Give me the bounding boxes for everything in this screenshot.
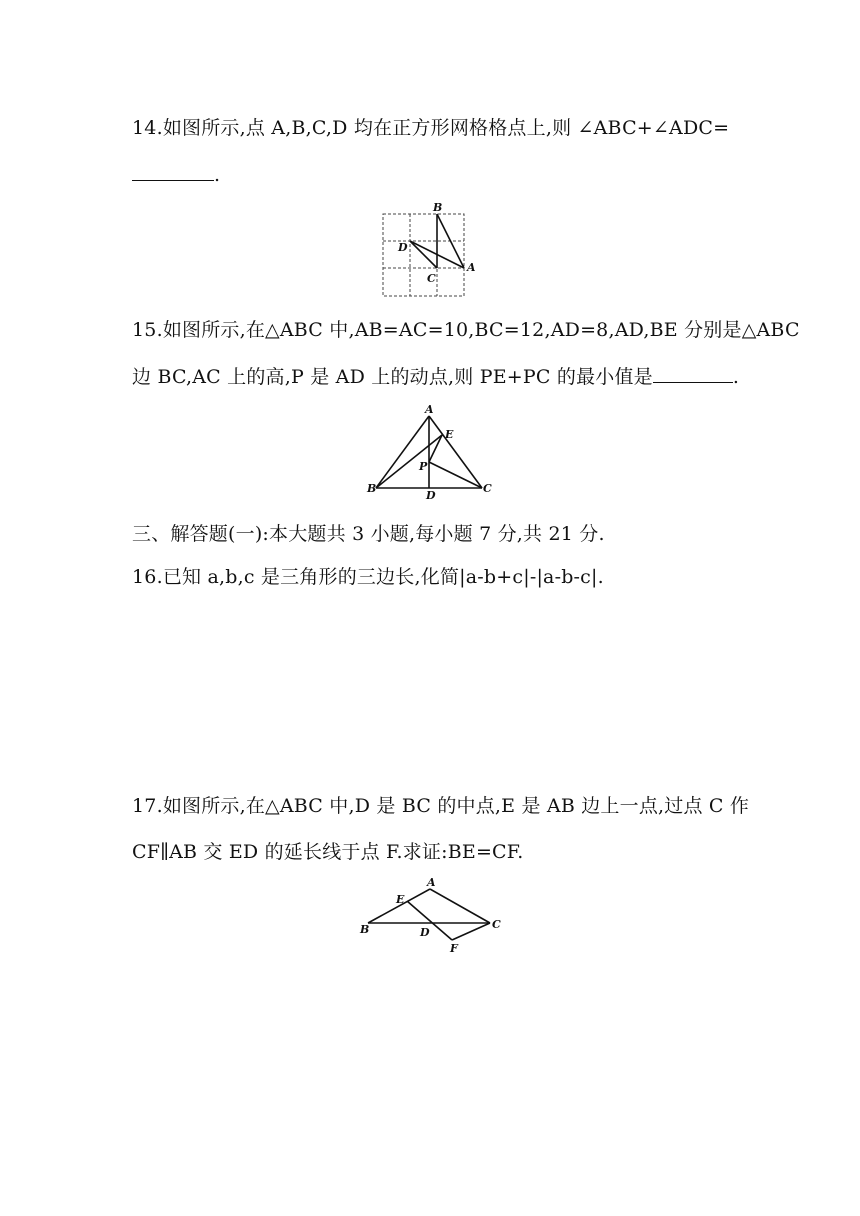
q17-label-c: C bbox=[492, 918, 501, 931]
q15-line1: 15.如图所示,在△ABC 中,AB=AC=10,BC=12,AD=8,AD,BE 分别是△ABC bbox=[132, 319, 800, 341]
q15-label-a: A bbox=[425, 403, 434, 416]
q14-answer-blank[interactable] bbox=[132, 162, 214, 181]
q15-label-d: D bbox=[426, 489, 436, 502]
q15-label-e: E bbox=[445, 428, 454, 441]
q17-label-f: F bbox=[450, 942, 458, 955]
q15-line2 bbox=[132, 364, 739, 389]
q15-label-c: C bbox=[483, 482, 492, 495]
q15-segments bbox=[376, 416, 482, 488]
q15-label-p: P bbox=[419, 460, 428, 473]
q16-text: 16.已知 a,b,c 是三角形的三边长,化简|a-b+c|-|a-b-c|. bbox=[132, 566, 604, 588]
q15-answer-blank[interactable] bbox=[653, 364, 733, 383]
q17-label-e: E bbox=[396, 893, 405, 906]
section3-heading: 三、解答题(一):本大题共 3 小题,每小题 7 分,共 21 分. bbox=[132, 523, 605, 545]
q14-label-c: C bbox=[427, 272, 436, 285]
q17-label-d: D bbox=[420, 926, 430, 939]
q17-line2: CF∥AB 交 ED 的延长线于点 F.求证:BE=CF. bbox=[132, 841, 524, 863]
q14-grid-figure bbox=[378, 200, 478, 304]
q14-line2 bbox=[132, 162, 220, 187]
q17-line1: 17.如图所示,在△ABC 中,D 是 BC 的中点,E 是 AB 边上一点,过点 C 作 bbox=[132, 795, 750, 817]
q15-label-b: B bbox=[367, 482, 377, 495]
q14-line1: 14.如图所示,点 A,B,C,D 均在正方形网格格点上,则 ∠ABC+∠ADC= bbox=[132, 117, 730, 139]
q14-label-b: B bbox=[433, 201, 443, 214]
q14-label-d: D bbox=[398, 241, 408, 254]
q17-label-a: A bbox=[427, 876, 436, 889]
q17-label-b: B bbox=[360, 923, 370, 936]
q17-figure bbox=[354, 874, 512, 958]
q15-line2-period: . bbox=[732, 366, 740, 388]
q15-line2-text: 边 BC,AC 上的高,P 是 AD 上的动点,则 PE+PC 的最小值是 bbox=[132, 366, 653, 388]
q15-triangle-figure bbox=[362, 402, 500, 502]
q16-answer-space[interactable] bbox=[132, 600, 732, 770]
q14-line2-period: . bbox=[214, 164, 221, 186]
q14-label-a: A bbox=[467, 261, 476, 274]
